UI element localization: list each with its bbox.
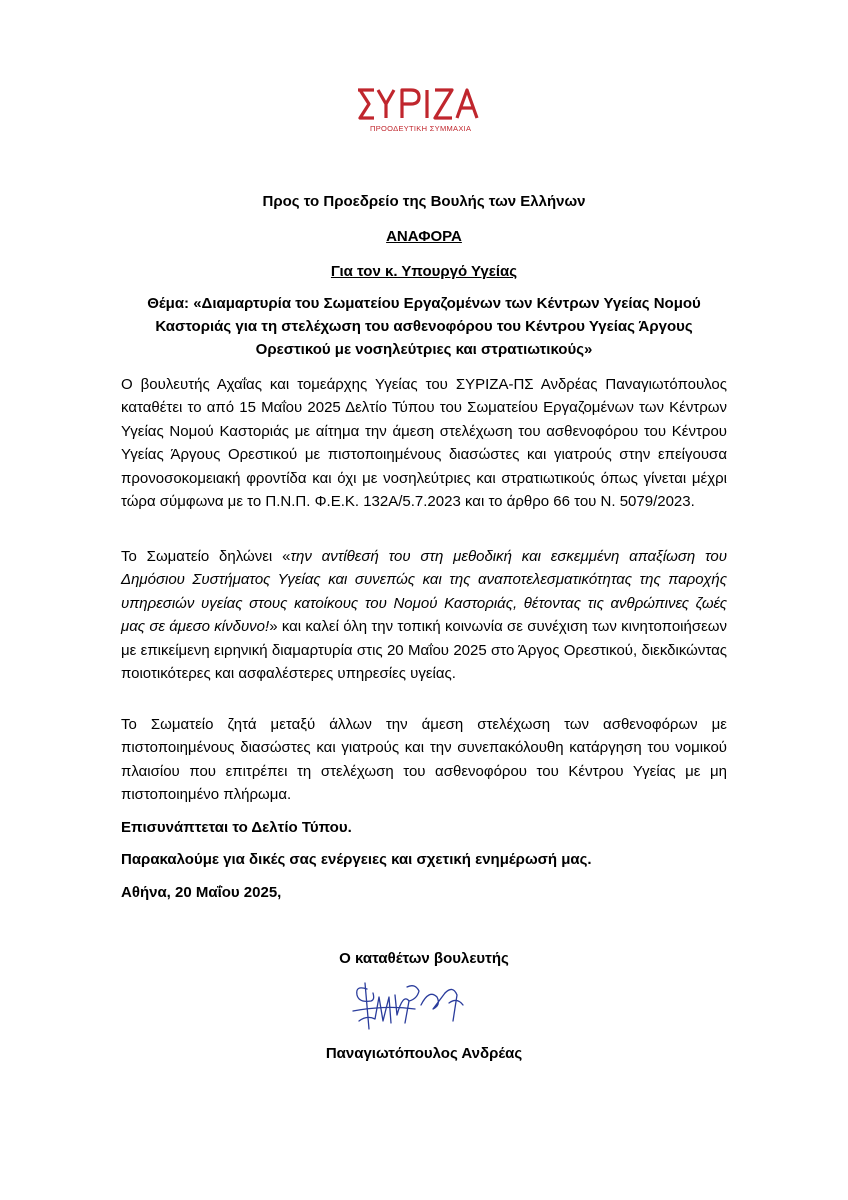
subject-heading: Θέμα: «Διαμαρτυρία του Σωματείου Εργαζομένων των Κέντρων Υγείας Νομού Καστοριάς για τη στελέχωση του ασθενοφόρου του Κέντρου Υγείας Άργους Ορεστικού με νοσηλεύτριες και στρατιωτικούς» — [147, 295, 701, 358]
paragraph-2-quote: την αντίθεσή του στη μεθοδική και εσκεμμένη απαξίωση του Δημόσιου Συστήματος Υγείας και συνεπώς και της αναποτελεσματικότητας της παροχής υπηρεσιών υγείας στους κατοίκους του Νομού Καστοριάς, θέτοντας τις ανθρώπινες ζωές μας σε άμεσο κίνδυνο! — [121, 548, 728, 636]
handwritten-signature-icon — [345, 975, 485, 1037]
signer-title: Ο καταθέτων βουλευτής — [339, 950, 509, 967]
party-logo — [356, 86, 492, 142]
paragraph-2-rest: » και καλεί όλη την τοπική κοινωνία σε συνέχιση των κινητοποιήσεων με επικείμενη ειρηνική διαμαρτυρία στις 20 Μαΐου 2025 στο Άργος Ορεστικού, διεκδικώντας ποιοτικότερες και ασφαλέστερες υπηρεσίες υγείας. — [121, 618, 727, 683]
paragraph-2-intro: Το Σωματείο δηλώνει « — [121, 548, 291, 565]
logo-subtitle: ΠΡΟΟΔΕΥΤΙΚΗ ΣΥΜΜΑΧΙΑ — [370, 124, 472, 133]
request-line: Παρακαλούμε για δικές σας ενέργειες και σχετική ενημέρωσή μας. — [121, 851, 592, 868]
addressee-line: Για τον κ. Υπουργό Υγείας — [330, 263, 518, 280]
paragraph-2 — [121, 545, 727, 685]
paragraph-1: Ο βουλευτής Αχαΐας και τομεάρχης Υγείας του ΣΥΡΙΖΑ-ΠΣ Ανδρέας Παναγιωτόπουλος καταθέτει το από 15 Μαΐου 2025 Δελτίο Τύπου του Σωματείου Εργαζομένων των Κέντρων Υγείας Νομού Καστοριάς με αίτημα την άμεση στελέχωση του ασθενοφόρου του Κέντρου Υγείας Άργους Ορεστικού με πιστοποιημένους διασώστες και γιατρούς στην επείγουσα προνοσοκομειακή φροντίδα και όχι με νοσηλεύτριες και στρατιωτικούς όπως γίνεται μέχρι τώρα σύμφωνα με το Π.Ν.Π. Φ.Ε.Κ. 132Α/5.7.2023 και το άρθρο 66 του Ν. 5079/2023. — [121, 376, 727, 511]
paragraph-3: Το Σωματείο ζητά μεταξύ άλλων την άμεση στελέχωση των ασθενοφόρων με πιστοποιημένους διασώστες και γιατρούς και την συνεπακόλουθη κατάργηση του νομικού πλαισίου που επιτρέπει τη στελέχωση του ασθενοφόρου του Κέντρου Υγείας με μη πιστοποιημένο πλήρωμα. — [121, 716, 727, 804]
recipient-line: Προς το Προεδρείο της Βουλής των Ελλήνων — [262, 193, 586, 210]
syriza-logo-icon — [356, 86, 492, 122]
place-date: Αθήνα, 20 Μαΐου 2025, — [121, 884, 282, 901]
attachment-note: Επισυνάπτεται το Δελτίο Τύπου. — [121, 819, 352, 836]
signer-name: Παναγιωτόπουλος Ανδρέας — [325, 1045, 523, 1062]
document-type: ΑΝΑΦΟΡΑ — [386, 228, 462, 245]
